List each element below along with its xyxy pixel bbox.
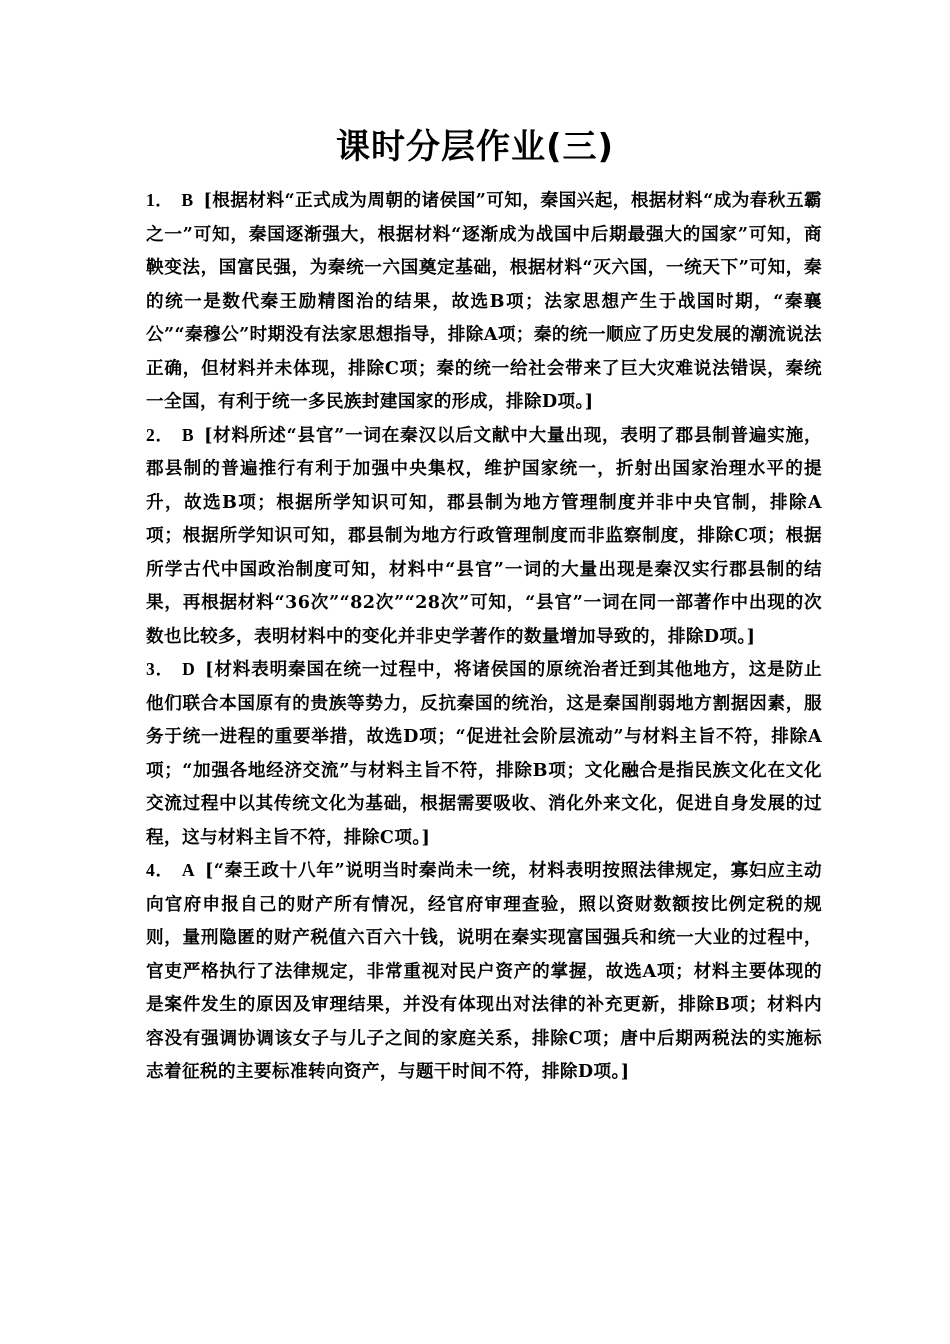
question-number: 2．: [146, 424, 174, 445]
question-number: 3．: [146, 659, 175, 679]
answer-letter: B: [181, 190, 194, 210]
answer-item-2: [146, 419, 822, 654]
answer-letter: A: [181, 860, 195, 880]
answer-explanation: [根据材料“正式成为周朝的诸侯国”可知，秦国兴起，根据材料“成为春秋五霸之一”可知，秦国逐渐强大，根据材料“逐渐成为战国中后期最强大的国家”可知，商鞅变法，国富民强，为秦统一六国奠定基础，根据材料“灭六国，一统天下”可知，秦的统一是数代秦王励精图治的结果，故选B项；法家思想产生于战国时期，“秦襄公”“秦穆公”时期没有法家思想指导，排除A项；秦的统一顺应了历史发展的潮流说法正确，但材料并未体现，排除C项；秦的统一给社会带来了巨大灾难说法错误，秦统一全国，有利于统一多民族封建国家的形成，排除D项。]: [146, 190, 822, 412]
answer-list: [146, 184, 822, 1089]
answer-explanation: [材料所述“县官”一词在秦汉以后文献中大量出现，表明了郡县制普遍实施，郡县制的普遍推行有利于加强中央集权，维护国家统一，折射出国家治理水平的提升，故选B项；根据所学知识可知，郡县制为地方管理制度并非中央官制，排除A项；根据所学知识可知，郡县制为地方行政管理制度而非监察制度，排除C项；根据所学古代中国政治制度可知，材料中“县官”一词的大量出现是秦汉实行郡县制的结果，再根据材料“36次”“82次”“28次”可知，“县官”一词在同一部著作中出现的次数也比较多，表明材料中的变化并非史学著作的数量增加导致的，排除D项。]: [146, 424, 822, 647]
answer-letter: D: [182, 659, 196, 679]
question-number: 1．: [146, 190, 174, 210]
page-title: 课时分层作业(三): [335, 127, 615, 167]
answer-item-3: [146, 653, 822, 854]
answer-explanation: [“秦王政十八年”说明当时秦尚未一统，材料表明按照法律规定，寡妇应主动向官府申报自己的财产所有情况，经官府审理查验，照以资财数额按比例定税的规则，量刑隐匿的财产税值六百六十钱，说明在秦实现富国强兵和统一大业的过程中，官吏严格执行了法律规定，非常重视对民户资产的掌握，故选A项；材料主要体现的是案件发生的原因及审理结果，并没有体现出对法律的补充更新，排除B项；材料内容没有强调协调该女子与儿子之间的家庭关系，排除C项；唐中后期两税法的实施标志着征税的主要标准转向资产，与题干时间不符，排除D项。]: [146, 860, 822, 1082]
answer-explanation: [材料表明秦国在统一过程中，将诸侯国的原统治者迁到其他地方，这是防止他们联合本国原有的贵族等势力，反抗秦国的统治，这是秦国削弱地方割据因素，服务于统一进程的重要举措，故选D项；“促进社会阶层流动”与材料主旨不符，排除A项；“加强各地经济交流”与材料主旨不符，排除B项；文化融合是指民族文化在文化交流过程中以其传统文化为基础，根据需要吸收、消化外来文化，促进自身发展的过程，这与材料主旨不符，排除C项。]: [146, 659, 822, 848]
answer-item-4: [146, 854, 822, 1089]
question-number: 4．: [146, 860, 174, 880]
answer-letter: B: [181, 424, 195, 445]
answer-item-1: [146, 184, 822, 419]
